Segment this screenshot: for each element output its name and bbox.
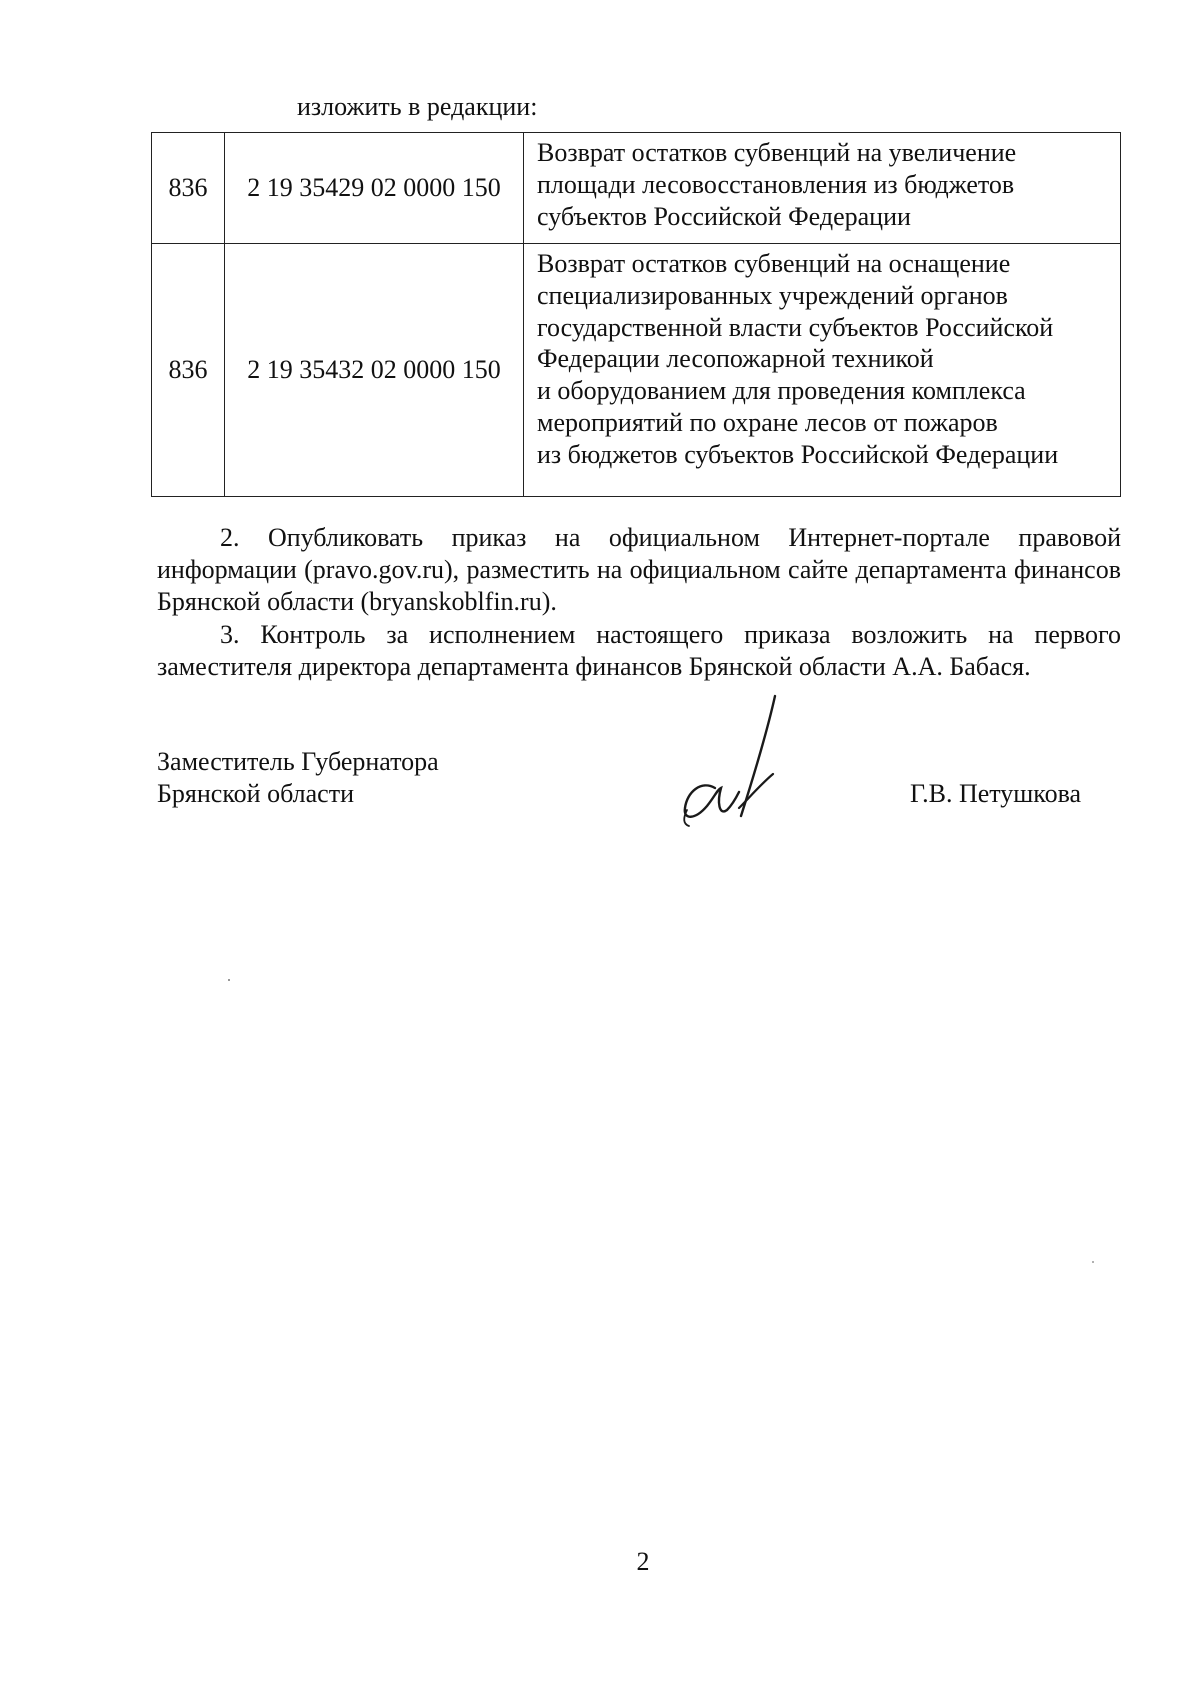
paragraph-publish: 2. Опубликовать приказ на официальном Интернет-портале правовой информации (pravo.gov.ru), разместить на официальном сайте департамента финансов Брянской области (bryanskoblfin.ru). <box>157 523 1121 616</box>
admin-code-cell: 836 <box>152 244 225 497</box>
revenue-name-cell <box>524 133 1121 244</box>
handwritten-signature <box>675 692 785 832</box>
revenue-name-line: мероприятий по охране лесов от пожаров <box>537 407 998 437</box>
signatory-title-line: Заместитель Губернатора <box>157 747 439 776</box>
signer-name: Г.В. Петушкова <box>910 779 1082 808</box>
budget-codes-table <box>151 132 1121 497</box>
table-row <box>152 133 1121 244</box>
kbk-code-cell: 2 19 35429 02 0000 150 <box>225 133 524 244</box>
revenue-name-line: площади лесовосстановления из бюджетов <box>537 169 1015 199</box>
revenue-name-line: государственной власти субъектов Российской <box>537 312 1054 342</box>
paragraph-control: 3. Контроль за исполнением настоящего приказа возложить на первого заместителя директора департамента финансов Брянской области А.А. Бабася. <box>157 620 1121 681</box>
revenue-name-line: субъектов Российской Федерации <box>537 201 911 231</box>
revenue-name-line: специализированных учреждений органов <box>537 280 1008 310</box>
revenue-name-line: Возврат остатков субвенций на увеличение <box>537 138 1017 167</box>
revenue-name-line: из бюджетов субъектов Российской Федерации <box>537 439 1059 469</box>
signatory-title-line: Брянской области <box>157 779 354 808</box>
kbk-code-cell: 2 19 35432 02 0000 150 <box>225 244 524 497</box>
revenue-name-cell <box>524 244 1121 497</box>
page-number: 2 <box>636 1547 650 1576</box>
revenue-name-line: Возврат остатков субвенций на оснащение <box>537 249 1011 278</box>
admin-code-cell: 836 <box>152 133 225 244</box>
revenue-name-line: и оборудованием для проведения комплекса <box>537 376 1026 406</box>
intro-text: изложить в редакции: <box>297 92 538 121</box>
table-row <box>152 244 1121 497</box>
revenue-name-line: Федерации лесопожарной техникой <box>537 344 934 374</box>
signatory-title <box>157 746 439 810</box>
